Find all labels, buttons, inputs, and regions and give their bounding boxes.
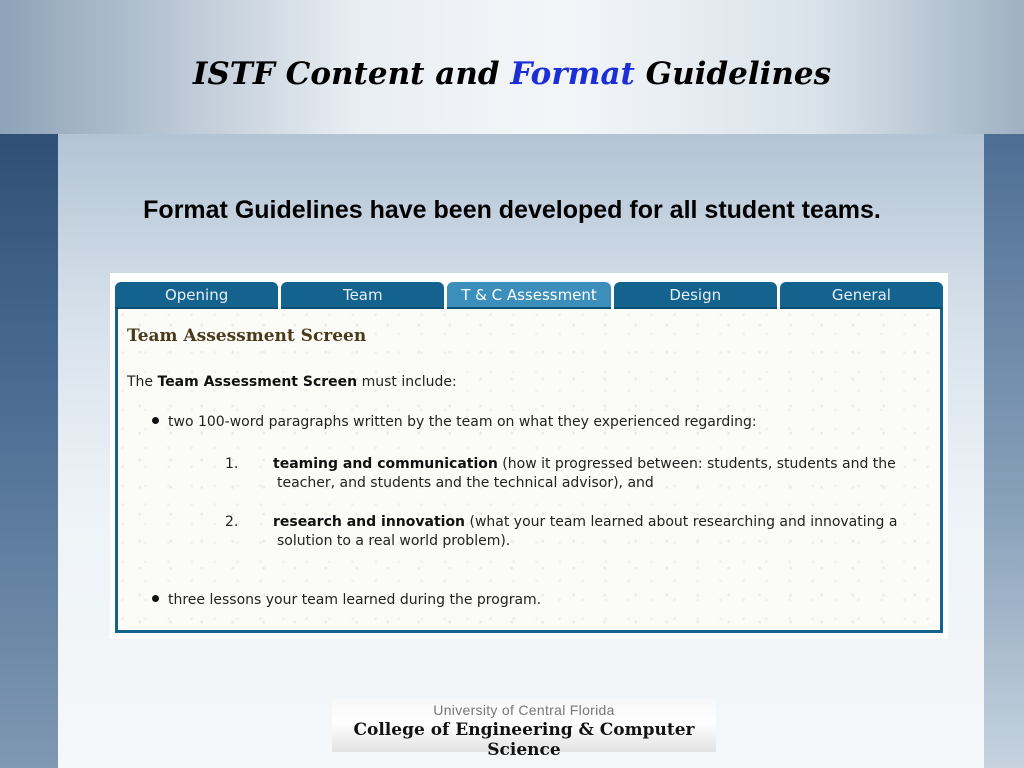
- numbered-item: [225, 513, 931, 551]
- tab-general[interactable]: General: [780, 282, 943, 309]
- bullet-dot-icon: [152, 595, 159, 602]
- logo-college: College of Engineering & Computer Science: [353, 720, 695, 760]
- numbered-item-body: [225, 513, 931, 551]
- title-accent-word: Format: [510, 56, 635, 92]
- item-text: (how it progressed between: students, students and the teacher, and students and the technical advisor), and: [277, 456, 896, 491]
- slide-subtitle: Format Guidelines have been developed for all student teams.: [143, 196, 881, 224]
- list-item: [152, 592, 541, 608]
- tab-bar: [115, 282, 943, 309]
- tab-team[interactable]: Team: [281, 282, 444, 309]
- numbered-item: [225, 455, 931, 493]
- bullet-text: three lessons your team learned during the program.: [168, 592, 542, 608]
- left-decor-strip: [0, 134, 58, 768]
- tab-opening[interactable]: Opening: [115, 282, 278, 309]
- screenshot-panel: [110, 273, 948, 639]
- slide-title: [0, 56, 1024, 92]
- intro-text: [127, 374, 457, 390]
- item-text: (what your team learned about researching and innovating a solution to a real world problem).: [277, 514, 898, 549]
- item-number: 1.: [225, 456, 239, 472]
- item-number: 2.: [225, 514, 239, 530]
- bullet-text: two 100-word paragraphs written by the team on what they experienced regarding:: [168, 414, 757, 430]
- ucf-logo: [332, 698, 716, 760]
- tab-content-frame: [115, 309, 943, 633]
- numbered-item-body: [225, 455, 931, 493]
- screen-heading: Team Assessment Screen: [127, 326, 367, 346]
- tab-design[interactable]: Design: [614, 282, 777, 309]
- item-bold: research and innovation: [273, 514, 466, 530]
- tab-tc-assessment[interactable]: T & C Assessment: [447, 282, 610, 309]
- title-part-2: Guidelines: [634, 56, 832, 92]
- list-item: [152, 414, 757, 430]
- bullet-dot-icon: [152, 417, 159, 424]
- intro-bold: Team Assessment Screen: [157, 374, 358, 390]
- intro-pre: The: [127, 374, 158, 390]
- item-bold: teaming and communication: [273, 456, 498, 472]
- logo-university: University of Central Florida: [433, 702, 615, 718]
- intro-post: must include:: [357, 374, 457, 390]
- title-part-1: ISTF Content and: [192, 56, 511, 92]
- right-decor-strip: [984, 134, 1024, 768]
